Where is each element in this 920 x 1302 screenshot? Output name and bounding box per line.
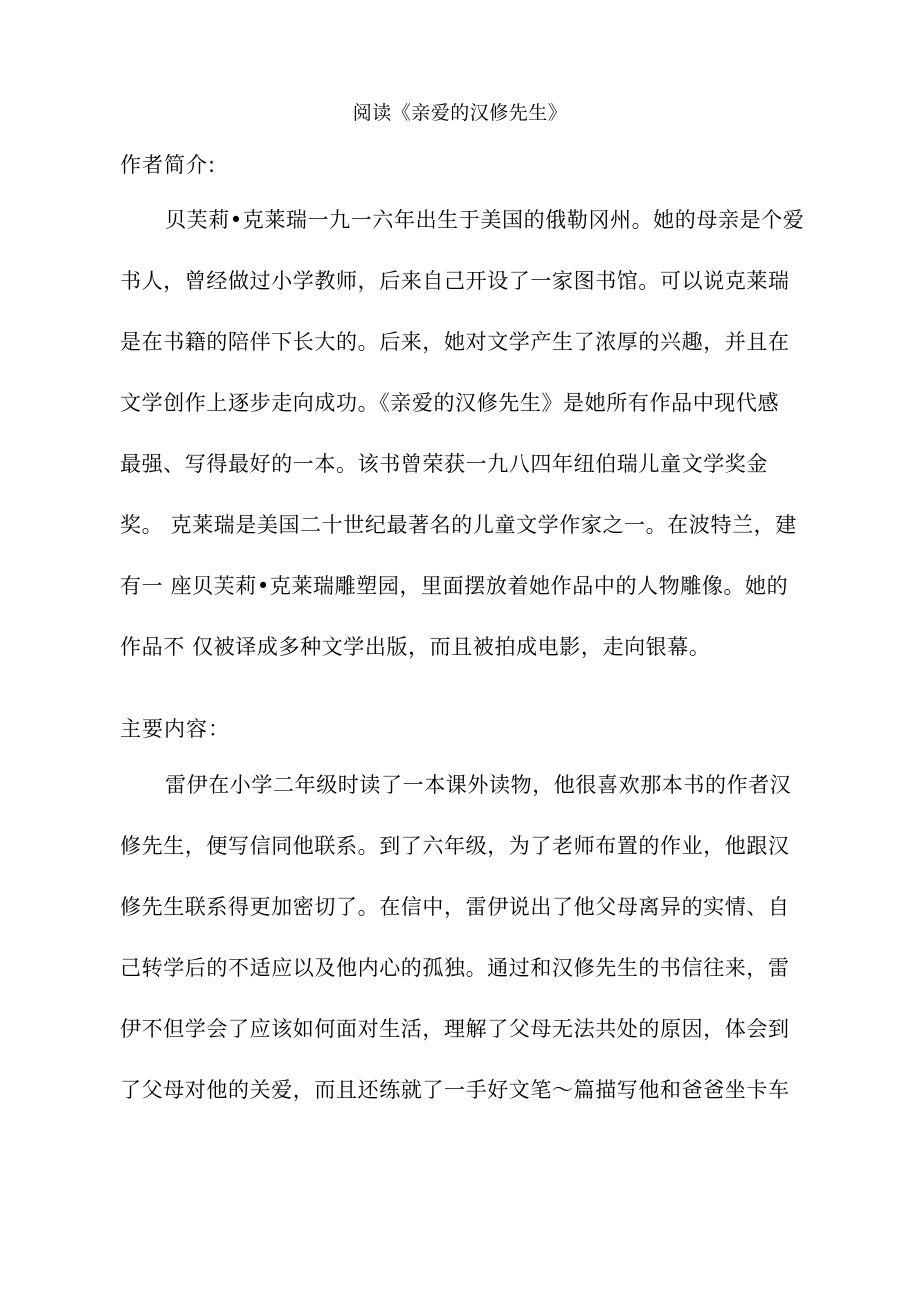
paragraph-line: 是在书籍的陪伴下长大的。后来，她对文学产生了浓厚的兴趣，并且在 — [120, 330, 790, 354]
paragraph-line: 最强、写得最好的一本。该书曾荣获一九八四年纽伯瑞儿童文学奖金 — [120, 452, 768, 476]
paragraph-line: 奖。 克莱瑞是美国二十世纪最著名的儿童文学作家之一。在波特兰，建 — [120, 513, 797, 537]
paragraph-line: 了父母对他的关爱，而且还练就了一手好文笔〜篇描写他和爸爸坐卡车 — [120, 1078, 790, 1102]
section-heading-author: 作者简介: — [120, 153, 217, 177]
paragraph-line: 有一 座贝芙莉•克莱瑞雕塑园，里面摆放着她作品中的人物雕像。她的 — [120, 574, 789, 598]
paragraph-line: 文学创作上逐步走向成功。《亲爱的汉修先生》是她所有作品中现代感 — [120, 391, 780, 415]
document-title: 阅读《亲爱的汉修先生》 — [352, 102, 568, 124]
paragraph-line: 书人，曾经做过小学教师，后来自己开设了一家图书馆。可以说克莱瑞 — [120, 269, 790, 293]
paragraph-line: 贝芙莉•克莱瑞一九一六年出生于美国的俄勒冈州。她的母亲是个爱 — [165, 208, 805, 232]
paragraph-line: 作品不 仅被译成多种文学出版，而且被拍成电影，走向银幕。 — [120, 635, 711, 659]
paragraph-line: 雷伊在小学二年级时读了一本课外读物，他很喜欢那本书的作者汉 — [165, 773, 792, 797]
paragraph-line: 修先生，便写信同他联系。到了六年级，为了老师布置的作业，他跟汉 — [120, 834, 790, 858]
paragraph-line: 修先生联系得更加密切了。在信中，雷伊说出了他父母离异的实情、自 — [120, 895, 790, 919]
paragraph-line: 己转学后的不适应以及他内心的孤独。通过和汉修先生的书信往来，雷 — [120, 956, 790, 980]
paragraph-line: 伊不但学会了应该如何面对生活，理解了父母无法共处的原因，体会到 — [120, 1017, 790, 1041]
section-heading-content: 主要内容： — [120, 717, 230, 741]
